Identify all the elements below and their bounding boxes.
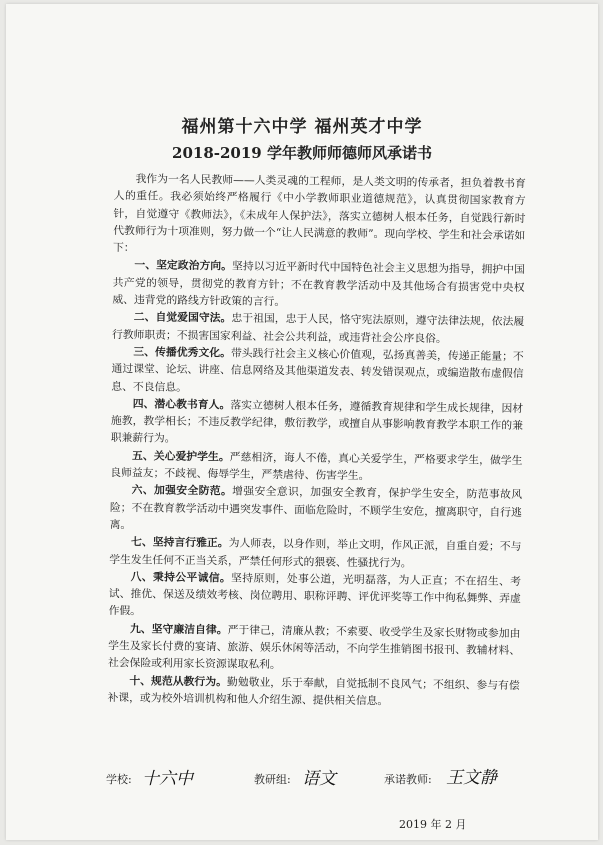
item-text: 为人师表，以身作则，举止文明，作风正派，自重自爱；不与学生发生任何不正当关系，严禁任何形式的猥亵、性骚扰行为。	[109, 536, 522, 570]
item-4	[111, 395, 524, 452]
item-3	[111, 343, 524, 400]
item-heading: 二、自觉爱国守法。	[133, 310, 232, 325]
date: 2019 年 2 月	[399, 818, 467, 831]
school-title: 福州第十六中学 福州英才中学	[181, 117, 423, 137]
item-text: 落实立德树人根本任务，遵循教育规律和学生成长规律，因材施教，教学相长；不违反教学纪律，敷衍教学，或擅自从事影响教育教学本职工作的兼职兼薪行为。	[110, 398, 524, 446]
teacher-signature: 王文静	[446, 768, 497, 788]
item-heading: 九、坚守廉洁自律。	[129, 621, 228, 637]
item-8	[109, 568, 522, 625]
document-title: 2018-2019 学年教师师德师风承诺书	[172, 144, 432, 162]
item-heading: 十、规范从教行为。	[129, 673, 228, 689]
item-heading: 八、秉持公平诚信。	[130, 570, 232, 585]
item-7	[109, 533, 521, 573]
item-heading: 四、潜心教书育人。	[132, 397, 231, 412]
group-label: 教研组:	[254, 773, 291, 786]
item-text: 坚持原则，处事公道，光明磊落，为人正直；不在招生、考试、推优、保送及绩效考核、岗位聘用、职称评聘、评优评奖等工作中徇私舞弊、弄虚作假。	[108, 571, 522, 618]
item-text: 坚持以习近平新时代中国特色社会主义思想为指导，拥护中国共产党的领导，贯彻党的教育方针；不在教育教学活动中及其他场合有损害党中央权威、违背党的路线方针政策的言行。	[112, 259, 525, 309]
item-1	[112, 256, 525, 313]
item-5	[110, 447, 522, 487]
item-heading: 七、坚持言行雅正。	[130, 535, 229, 550]
school-label: 学校:	[106, 773, 132, 786]
item-9	[108, 620, 521, 677]
item-text: 增强安全意识，加强安全教育，保护学生安全，防范事故风险；不在教育教学活动中遇突发事件、面临危险时，不顾学生安危，擅离职守，自行逃离。	[109, 484, 523, 532]
item-6	[110, 481, 523, 538]
item-heading: 五、关心爱护学生。	[132, 448, 230, 464]
intro-paragraph: 我作为一名人民教师——人类灵魂的工程师，是人类文明的传承者，担负着教书育人的重任。我必须始终严格履行《中小学教师职业道德规范》，认真贯彻国家教育方针，自觉遵守《教师法》，《未成年人保护法》，落实立德树人根本任务，自觉践行新时代教师行为十项准则，努力做一个“让人民满意的教师”。现向学校、学生和社会承诺如下：	[112, 172, 526, 255]
item-text: 严慈相济，诲人不倦，真心关爱学生，严格要求学生，做学生良师益友；不歧视、侮辱学生，严禁虐待、伤害学生。	[110, 450, 523, 483]
item-text: 严于律己，清廉从教；不索要、收受学生及家长财物或参加由学生及家长付费的宴请、旅游、娱乐休闲等活动，不向学生推销图书报刊、教辅材料、社会保险或利用家长资源谋取私利。	[107, 623, 521, 672]
document-body	[107, 170, 526, 711]
school-handwritten-value: 十六中	[142, 769, 193, 789]
group-handwritten-value: 语文	[302, 769, 336, 789]
item-text: 带头践行社会主义核心价值观，弘扬真善美，传递正能量；不通过课堂、论坛、讲座、信息网络及其他渠道发表、转发错误观点，或编造散布虚假信息、不良信息。	[111, 346, 524, 394]
item-text: 忠于祖国，忠于人民，恪守宪法原则，遵守法律法规，依法履行教师职责；不损害国家利益、社会公共利益，或违背社会公序良俗。	[111, 311, 525, 345]
item-10	[107, 672, 519, 712]
document-page	[6, 4, 598, 840]
item-2	[112, 308, 524, 348]
item-heading: 三、传播优秀文化。	[133, 345, 232, 360]
item-text: 勤勉敬业，乐于奉献，自觉抵制不良风气；不组织、参与有偿补课，或为校外培训机构和他人介绍生源、提供相关信息。	[107, 675, 520, 708]
teacher-label: 承诺教师:	[384, 773, 432, 786]
item-heading: 一、坚定政治方向。	[134, 258, 233, 273]
item-heading: 六、加强安全防范。	[131, 483, 233, 498]
